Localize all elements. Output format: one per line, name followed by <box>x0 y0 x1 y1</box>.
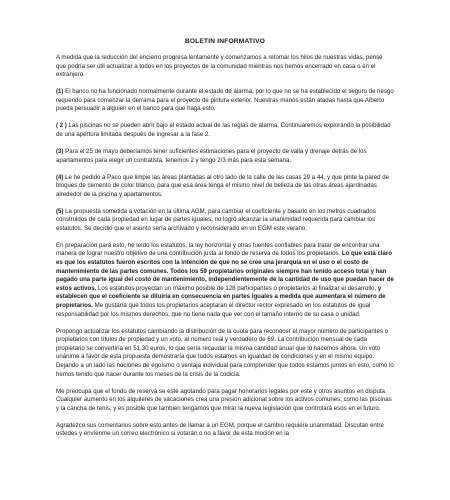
item-number: (4) <box>56 173 64 181</box>
paragraph-item-5 <box>56 208 394 234</box>
paragraph-text: El banco no ha funcionado normalmente durante el estado de alarma, por lo que no se ha establecido el seguro de riesgo requerido para comenzar la derrama para el proyecto de pintura exterior. Nuestras manos están atadas hasta que Alberto pueda persuadir a alguien en el banco para que haga esto. <box>56 88 394 113</box>
paragraph-intro <box>56 54 394 80</box>
paragraph-item-2 <box>56 122 394 139</box>
paragraph-proposal <box>56 328 394 380</box>
paragraph-text: La propuesta sometida a votación en la última AGM, para cambiar el coeficiente y basarlo en los metros cuadrados construidos de cada propiedad en lugar de partes iguales, no logró alcanzar la unanimidad requerida para cambiar los estatutos. Se decidió que el asunto sería archivado y reconsiderado en un EGM este verano. <box>56 207 376 232</box>
item-number: ( 2 ) <box>56 122 67 130</box>
paragraph-text: Propongo actualizar los estatutos cambiando la distribución de la cuota para reconocer el mayor número de participantes o propietarios con títulos de propiedad y un voto, al número real y verdadero de 69. La contribución mensual de cada propietario se convertiría en 51,30 euros, lo que sería recaudar la misma cantidad anual que lo hacemos ahora. Un voto unánime a favor de esta propuesta demostraría que todos estamos en igualdad de condiciones y en el mismo equipo. Dejando a un lado las nociones de egoísmo o ventaja individual para comprender que todos estamos juntos en esto, como lo hemos tenido que hacer durante los meses de la crisis de la codicia. <box>56 327 394 378</box>
paragraph-text: Me preocupa que el fondo de reserva se esté agotando para pagar honorarios legales por este y otros asuntos en disputa. Cualquier aumento en los alquileres de vacaciones crea una presión adicional sobre los activos comunes, como las piscinas y la cancha de tenis, y es posible que también tengamos que mirar la nueva legislación que controlará esos en el futuro. <box>56 387 392 412</box>
paragraph-text: Le he pedido a Paco que limpie las áreas plantadas al otro lado de la calle de las casas 29 a 44, y que pinte la pared de bloques de cemento de color blanco, para que esa área tenga el mismo nivel de belleza de las otras áreas ajardinadas alrededor de la piscina y apartamentos. <box>56 173 390 198</box>
document-title: BOLETIN INFORMATIVO <box>184 38 266 45</box>
paragraph-item-4 <box>56 174 394 200</box>
item-number: (1) <box>56 88 64 96</box>
paragraph-bold-text: Lo que está claro es que los estatutos fueron escritos con la intención de que no se cree una jerarquía en el uso o el costo de mantenimiento de las partes comunes. Todos los 59 propietarios originales siempre han tenido acceso total y han pagado una parte igual del costo de mantenimiento, independientemente de la cantidad de uso que puedan hacer de estos activos. <box>56 250 394 292</box>
item-number: (3) <box>56 147 64 155</box>
paragraph-item-3 <box>56 148 394 165</box>
item-number: (5) <box>56 207 64 215</box>
paragraph-text: Los estatutos proyectan un máximo posible de 128 participantes o propietarios al finalizar el desarrollo, <box>96 284 378 292</box>
paragraph-text: A medida que la reducción del encierro progresa lentamente y comenzamos a retomar los hilos de nuestras vidas, pensé que podría ser útil actualizar a todos en los proyectos de la comunidad mientras nos hemos encerrado en casa o en el extranjero. <box>56 54 383 79</box>
paragraph-reserve-fund <box>56 388 394 414</box>
paragraph-text: Me gustaría que todos los propietarios aceptaran el director rector expresado en los estatutos de igual responsabilidad por los mismos derechos, que no tiene nada que ver con el tamaño interno de su casa o unidad. <box>56 302 371 318</box>
paragraph-statutes <box>56 242 394 319</box>
paragraph-bold-text: y establecen que el coeficiente se diluiría en consecuencia en partes iguales a medida que aumentara el número de propietarios. <box>56 284 386 309</box>
paragraph-text: En preparación para esto, he leído los estatutos, la ley horizontal y otras fuentes confiables para tratar de encontrar una manera de lograr nuestro objetivo de una contribución justa al fondo de reserva de todos los propietarios. <box>56 241 380 258</box>
paragraph-text: Para el 25 de mayo deberíamos tener suficientes estimaciones para el proyecto de valla y drenaje detrás de los apartamentos para elegir un contratista, tenemos 2 y tengo 2/3 más para esta semana. <box>56 147 367 164</box>
paragraph-text: Las piscinas no se pueden abrir bajo el estado actual de las reglas de alarma. Continuaremos explorando la posibilidad de una apertura limitada después de ingresar a la fase 2. <box>56 122 391 138</box>
paragraph-item-1 <box>56 88 394 114</box>
paragraph-text: Agradezco sus comentarios sobre esto antes de llamar a un EGM, porque el cambio requiere unanimidad. Discutan entre ustedes y envíenme un correo electrónico si votarán o no a favor de esta moción en la <box>56 421 384 438</box>
paragraph-closing <box>56 422 394 439</box>
